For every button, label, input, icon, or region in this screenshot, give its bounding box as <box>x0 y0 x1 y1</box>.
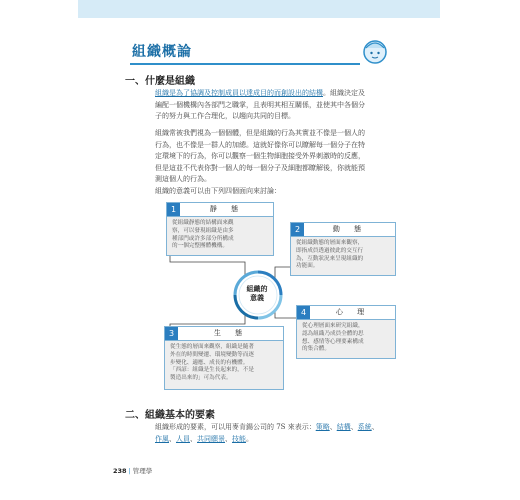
box-line: 為，互動狀況來呈現組織的 <box>296 255 364 262</box>
paragraph-1-line-3: 子的努力與工作合理化，以趨向共同的目標。 <box>155 112 295 120</box>
paragraph-1-line-2: 編配一個機構內各部門之職掌，且表明其相互關係，並使其中各個分 <box>155 100 365 109</box>
paragraph-2-line: 定環境下的行為，你可以觀察一個生物細胞接受外界刺激時的反應， <box>155 152 365 160</box>
box-line: 製造出來的」可為代表。 <box>170 375 232 382</box>
box-line: 從心理層面來研究組織， <box>302 323 364 329</box>
diagram-center-label <box>238 284 276 302</box>
box-body <box>296 240 391 271</box>
paragraph-2-line: 行為，也不像是一群人的加總。這就好像你可以瞭解每一個分子在特 <box>155 140 365 149</box>
box-number: 4 <box>297 306 310 319</box>
book-title: 管理學 <box>132 467 153 475</box>
paragraph-2 <box>155 128 365 186</box>
paragraph-3: 組織的意義可以由下列四個面向來討論： <box>155 187 281 195</box>
connector-1 <box>170 254 245 280</box>
box-line: 從生態的層面來觀察，組織是隨著 <box>170 344 254 350</box>
7s-item: 人員 <box>176 434 190 443</box>
7s-item: 作風 <box>155 434 169 443</box>
7s-item: 策略 <box>315 423 330 431</box>
box-head <box>167 203 273 217</box>
center-label-line: 意義 <box>250 293 264 302</box>
paragraph-7s <box>155 422 379 445</box>
box-line: 想、感情等心理要素構成 <box>302 338 364 345</box>
box-body <box>172 220 269 251</box>
box-line: 的集合體。 <box>302 346 330 353</box>
box-line: 從組織靜態的結構面來觀 <box>172 220 234 226</box>
paragraph-7s-line-1: 組織形成的要素，可以用麥肯錫公司的 7S 來表示：策略、結構、系統、 <box>155 423 379 431</box>
organization-meaning-diagram <box>150 202 400 392</box>
mascot-face-icon <box>362 38 388 64</box>
page-number: 238 <box>113 467 127 475</box>
paragraph-2-line: 但是這並不代表你對一個人的每一個分子及細胞都瞭解後，你就能預 <box>155 163 365 172</box>
center-label-line: 組織的 <box>246 284 268 293</box>
box-line: 即指成員透過彼此的交互行 <box>296 247 364 254</box>
chapter-title: 組織概論 <box>132 44 192 60</box>
box-head <box>291 223 395 237</box>
box-ecological <box>164 326 284 390</box>
box-head <box>297 306 395 320</box>
box-line: 功能面。 <box>296 263 319 270</box>
box-line: 從組織動態的層面來觀察， <box>296 240 364 246</box>
box-line: 步變化、適應、成長的有機體。 <box>170 359 249 366</box>
paragraph-2-line: 測這個人的行為。 <box>155 175 211 183</box>
definition-highlight: 組織是為了協調及控制成員以達成目的而創設出的結構 <box>155 89 323 97</box>
box-line: 察，可以發現組織是由多 <box>172 227 234 234</box>
box-title: 動 態 <box>332 225 368 233</box>
paragraph-1 <box>155 88 365 123</box>
box-psychological <box>296 305 396 359</box>
box-body <box>170 344 279 383</box>
top-color-band <box>78 0 440 18</box>
box-head <box>165 327 283 341</box>
paragraph-7s-line-2: 作風、人員、共同願景、技能。 <box>155 434 253 443</box>
box-number: 1 <box>167 203 180 216</box>
paragraph-2-line: 組織常被我們視為一個個體，但是組織的行為其實並不像是一個人的 <box>155 129 365 137</box>
title-underline <box>130 63 360 65</box>
paragraph-1-line-1-rest: 。組織決定及 <box>323 89 365 97</box>
box-title: 靜 態 <box>209 205 245 213</box>
box-line: 「西諺：組織是生長起來的，不是 <box>170 367 254 374</box>
box-title: 生 態 <box>213 329 249 337</box>
box-line: 認為組織乃成員全體的思 <box>302 330 364 337</box>
paragraph-1-line-1 <box>155 88 365 100</box>
7s-item: 共同願景 <box>197 434 225 443</box>
section1-heading: 一、什麼是組織 <box>125 76 195 87</box>
section2-heading: 二、組織基本的要素 <box>125 410 215 421</box>
7s-item: 結構 <box>336 423 351 431</box>
box-static <box>166 202 274 256</box>
box-title: 心 理 <box>335 308 371 316</box>
box-body <box>302 323 391 354</box>
7s-intro: 組織形成的要素，可以用麥肯錫公司的 7S 來表示： <box>155 423 316 431</box>
page-footer <box>113 466 152 475</box>
box-line: 種部門或許多部分所構成 <box>172 235 234 242</box>
box-line: 的一個完整團體機構。 <box>172 243 228 250</box>
7s-item: 技能 <box>232 434 246 443</box>
box-number: 3 <box>165 327 178 340</box>
7s-item: 系統 <box>357 423 372 431</box>
box-dynamic <box>290 222 396 276</box>
footer-separator: | <box>128 467 131 475</box>
box-number: 2 <box>291 223 304 236</box>
box-line: 外在的時間變遷、環境變動等而逐 <box>170 351 254 358</box>
